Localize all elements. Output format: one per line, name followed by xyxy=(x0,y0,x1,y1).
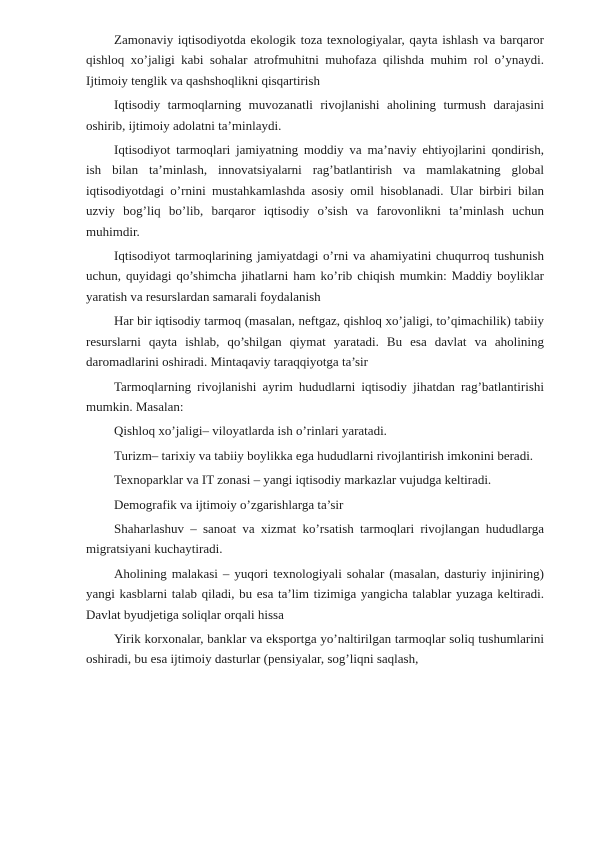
paragraph-balanced-development: Iqtisodiy tarmoqlarning muvozanatli rivojlanishi aholining turmush darajasini oshirib, ijtimoiy adolatni ta’minlaydi. xyxy=(86,97,544,133)
paragraph-agriculture: Qishloq xo’jaligi– viloyatlarda ish o’rinlari yaratadi. xyxy=(114,423,387,439)
paragraph-role-importance: Iqtisodiyot tarmoqlarining jamiyatdagi o’rni va ahamiyatini chuqurroq tushunish uchun, quyidagi qo’shimcha jihatlarni ham ko’rib chiqish mumkin: Maddiy boyliklar yaratish va resurslardan samarali foydalanish xyxy=(86,248,544,304)
paragraph-economic-sectors: Iqtisodiyot tarmoqlari jamiyatning moddiy va ma’naviy ehtiyojlarini qondirish, ish bilan ta’minlash, innovatsiyalarni rag’batlantirish va mamlakatning global iqtisodiyotdagi o’rnini mustahkamlashda asosiy omil hisoblanadi. Ular birbiri bilan uzviy bog’liq bo’lib, barqaror iqtisodiy o’sish va farovonlikni ta’minlash uchun muhimdir. xyxy=(86,142,544,239)
paragraph-technoparks: Texnoparklar va IT zonasi – yangi iqtisodiy markazlar vujudga keltiradi. xyxy=(114,472,492,488)
document-page xyxy=(86,30,544,674)
paragraph-demographic-heading: Demografik va ijtimoiy o’zgarishlarga ta’sir xyxy=(114,496,344,512)
paragraph-natural-resources: Har bir iqtisodiy tarmoq (masalan, neftgaz, qishloq xo’jaligi, to’qimachilik) tabiiy resurslarni qayta ishlab, qo’shilgan qiymat yaratadi. Bu esa davlat va aholining daromadlarini oshiradi. Mintaqaviy taraqqiyotga ta’sir xyxy=(86,313,544,370)
paragraph-population-skills: Aholining malakasi – yuqori texnologiyali sohalar (masalan, dasturiy injiniring) yangi kasblarni talab qiladi, bu esa ta’lim tizimiga yangicha talablar yuzaga keltiradi. Davlat byudjetiga soliqlar orqali hissa xyxy=(86,565,544,622)
paragraph-ecology: Zamonaviy iqtisodiyotda ekologik toza texnologiyalar, qayta ishlash va barqaror qishloq xo’jaligi kabi sohalar atrofmuhitni muhofaza qilishda muhim rol o’ynaydi. Ijtimoiy tenglik va qashshoqlikni qisqartirish xyxy=(86,32,544,88)
paragraph-regional-development: Tarmoqlarning rivojlanishi ayrim hududlarni iqtisodiy jihatdan rag’batlantirishi mumkin. Masalan: xyxy=(86,378,544,414)
paragraph-urbanization: Shaharlashuv – sanoat va xizmat ko’rsatish tarmoqlari rivojlangan hududlarga migratsiyani kuchaytiradi. xyxy=(86,520,544,557)
paragraph-large-enterprises: Yirik korxonalar, banklar va eksportga yo’naltirilgan tarmoqlar soliq tushumlarini oshiradi, bu esa ijtimoiy dasturlar (pensiyalar, sog’liqni saqlash, xyxy=(86,630,544,667)
paragraph-tourism: Turizm– tarixiy va tabiiy boylikka ega hududlarni rivojlantirish imkonini beradi. xyxy=(114,447,534,463)
